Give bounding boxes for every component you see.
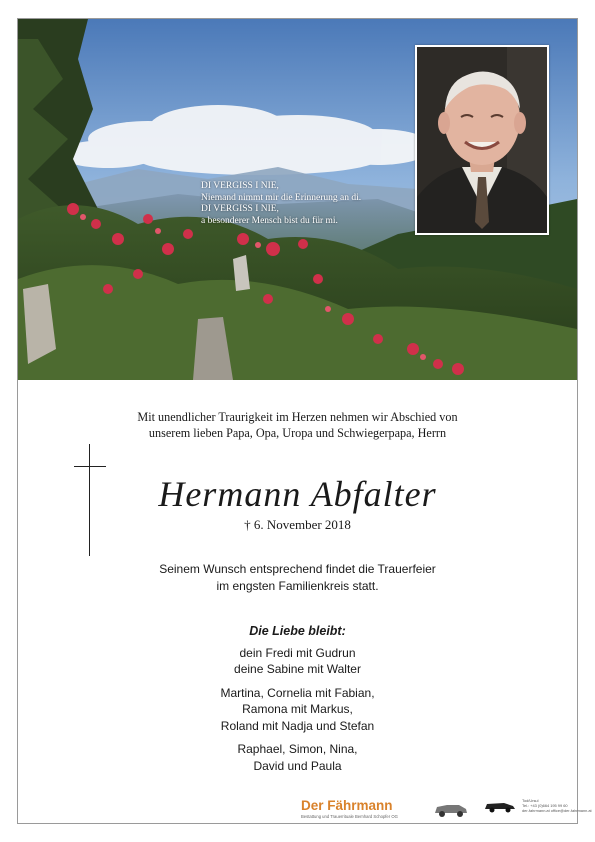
family-line: Ramona mit Markus, <box>242 702 353 716</box>
deceased-name: Hermann Abfalter <box>158 474 437 514</box>
contact-line: Tod/Ursul <box>522 798 539 803</box>
family-group <box>18 741 577 774</box>
family-line: David und Paula <box>253 758 342 773</box>
contact-line: Tel.: +43 (0)664 195 99 60 <box>522 803 568 808</box>
notice-line: Seinem Wunsch entsprechend findet die Trauerfeier <box>159 562 436 576</box>
poem-line: Niemand nimmt mir die Erinnerung an di. <box>201 192 362 203</box>
notice-line: im engsten Familienkreis statt. <box>216 579 379 593</box>
family-group <box>18 685 577 735</box>
poem-line: DI VERGISS I NIE, <box>201 204 279 214</box>
poem-line: DI VERGISS I NIE, <box>201 181 279 191</box>
intro-line: unserem lieben Papa, Opa, Uropa und Schwiegerpapa, Herrn <box>148 426 447 440</box>
poem-line: a besonderer Mensch bist du für mi. <box>201 215 338 226</box>
family-line: deine Sabine mit Walter <box>234 662 361 676</box>
family-group <box>18 645 577 678</box>
hearse-icon <box>433 801 469 818</box>
family-list <box>18 623 577 781</box>
contact-line: der-fahrmann.at office@der-fahrmann.at <box>522 808 592 813</box>
intro-line: Mit unendlicher Traurigkeit im Herzen nehmen wir Abschied von <box>137 410 458 424</box>
memorial-poem <box>201 181 441 227</box>
portrait-photo <box>415 45 549 235</box>
family-line: Raphael, Simon, Nina, <box>237 742 358 756</box>
obituary-page <box>17 18 592 824</box>
header-photo <box>18 19 577 380</box>
family-line: Roland mit Nadja und Stefan <box>220 718 375 733</box>
contact-info <box>522 798 592 813</box>
family-line: Martina, Cornelia mit Fabian, <box>220 685 375 700</box>
brand-logo: Der Fährmann <box>301 798 393 813</box>
intro-text <box>18 409 577 441</box>
death-date: † 6. November 2018 <box>244 517 351 532</box>
footer <box>301 798 592 822</box>
family-line: dein Fredi mit Gudrun <box>239 645 356 660</box>
funeral-notice <box>18 561 577 595</box>
family-heading: Die Liebe bleibt: <box>249 624 346 638</box>
brand-subtitle: Bestattung und Trauerrituale Bernhard Schopfer OG <box>301 814 398 819</box>
hearse-icon <box>484 800 516 814</box>
